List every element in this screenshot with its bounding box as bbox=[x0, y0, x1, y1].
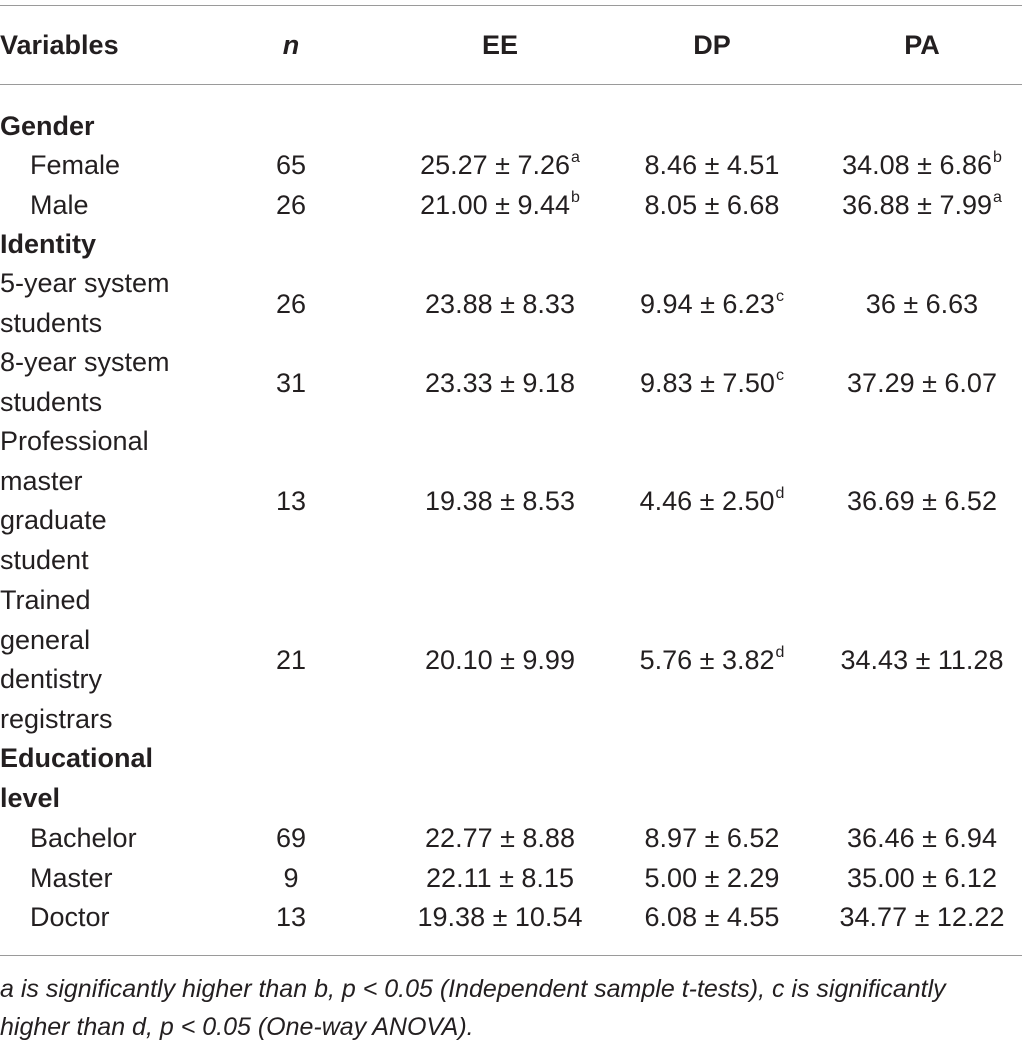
cell-pa: 34.43 ± 11.28 bbox=[840, 645, 1004, 675]
cell-n: 9 bbox=[283, 863, 299, 893]
section-identity bbox=[0, 224, 1022, 264]
section-label: Gender bbox=[0, 111, 95, 141]
cell-pa: 36.46 ± 6.94 bbox=[847, 823, 997, 853]
cell-pa: 34.08 ± 6.86$^b$ bbox=[842, 149, 1002, 180]
table-bottom-rule bbox=[0, 955, 1022, 956]
cell-dp: 5.00 ± 2.29 bbox=[644, 863, 780, 893]
cell-pa: 37.29 ± 6.07 bbox=[847, 368, 997, 398]
cell-ee: 22.77 ± 8.88 bbox=[425, 823, 575, 853]
cell-n: 13 bbox=[275, 902, 307, 932]
cell-pa: 34.77 ± 12.22 bbox=[839, 902, 1005, 932]
cell-pa: 36 ± 6.63 bbox=[865, 289, 979, 319]
row-label: Female bbox=[30, 150, 121, 180]
header-variables: Variables bbox=[0, 30, 119, 60]
cell-pa: 35.00 ± 6.12 bbox=[847, 863, 997, 893]
row-label: Master bbox=[30, 863, 113, 893]
table-footnote: a is significantly higher than b, p < 0.05 (Independent sample t-tests), c is significantly higher than d, p < 0.05 (One-way ANOVA). bbox=[0, 975, 946, 1041]
section-gender bbox=[0, 106, 1022, 146]
cell-n: 31 bbox=[275, 368, 307, 398]
cell-ee: 23.33 ± 9.18 bbox=[425, 368, 575, 398]
table-header-row bbox=[0, 25, 1022, 65]
cell-pa: 36.88 ± 7.99$^a$ bbox=[842, 189, 1002, 220]
table-header-rule bbox=[0, 84, 1022, 85]
table-row-master bbox=[0, 858, 1022, 898]
row-label: Male bbox=[30, 190, 89, 220]
cell-dp: 9.83 ± 7.50$^c$ bbox=[640, 367, 784, 398]
row-label: Bachelor bbox=[30, 823, 137, 853]
cell-dp: 8.05 ± 6.68 bbox=[644, 190, 780, 220]
cell-pa: 36.69 ± 6.52 bbox=[847, 486, 997, 516]
section-label: Identity bbox=[0, 229, 97, 259]
cell-n: 13 bbox=[275, 486, 307, 516]
row-label-8-year-system: 8-year system students bbox=[0, 347, 170, 417]
table-row-professional-master bbox=[0, 481, 1022, 521]
row-label-registrars: Trained general dentistry registrars bbox=[0, 585, 113, 734]
section-educational-level: Educational level bbox=[0, 743, 154, 813]
row-label-5-year-system: 5-year system students bbox=[0, 268, 170, 338]
cell-n: 69 bbox=[275, 823, 307, 853]
header-dp: DP bbox=[693, 30, 731, 60]
row-label: Doctor bbox=[30, 902, 110, 932]
cell-dp: 9.94 ± 6.23$^c$ bbox=[640, 288, 784, 319]
cell-dp: 8.97 ± 6.52 bbox=[644, 823, 780, 853]
table-row-5-year-system bbox=[0, 284, 1022, 324]
cell-ee: 19.38 ± 10.54 bbox=[417, 902, 583, 932]
cell-dp: 4.46 ± 2.50$^d$ bbox=[639, 485, 785, 516]
cell-ee: 22.11 ± 8.15 bbox=[426, 863, 574, 893]
cell-n: 65 bbox=[275, 150, 307, 180]
cell-ee: 19.38 ± 8.53 bbox=[425, 486, 575, 516]
table-top-rule bbox=[0, 5, 1022, 6]
cell-ee: 23.88 ± 8.33 bbox=[425, 289, 575, 319]
table-row-registrars bbox=[0, 640, 1022, 680]
cell-ee: 25.27 ± 7.26$^a$ bbox=[420, 149, 580, 180]
cell-dp: 5.76 ± 3.82$^d$ bbox=[639, 644, 785, 675]
cell-n: 26 bbox=[275, 289, 307, 319]
cell-n: 26 bbox=[275, 190, 307, 220]
cell-ee: 20.10 ± 9.99 bbox=[425, 645, 575, 675]
table-row-8-year-system bbox=[0, 363, 1022, 403]
cell-ee: 21.00 ± 9.44$^b$ bbox=[420, 189, 580, 220]
table-row-male bbox=[0, 185, 1022, 225]
header-pa: PA bbox=[904, 30, 940, 60]
table-row-doctor bbox=[0, 897, 1022, 937]
header-n: n bbox=[282, 30, 300, 60]
table-row-female bbox=[0, 145, 1022, 185]
cell-n: 21 bbox=[275, 645, 307, 675]
cell-dp: 8.46 ± 4.51 bbox=[644, 150, 780, 180]
row-label-professional-master: Professional master graduate student bbox=[0, 426, 149, 575]
table-row-bachelor bbox=[0, 818, 1022, 858]
cell-dp: 6.08 ± 4.55 bbox=[644, 902, 780, 932]
header-ee: EE bbox=[481, 30, 519, 60]
